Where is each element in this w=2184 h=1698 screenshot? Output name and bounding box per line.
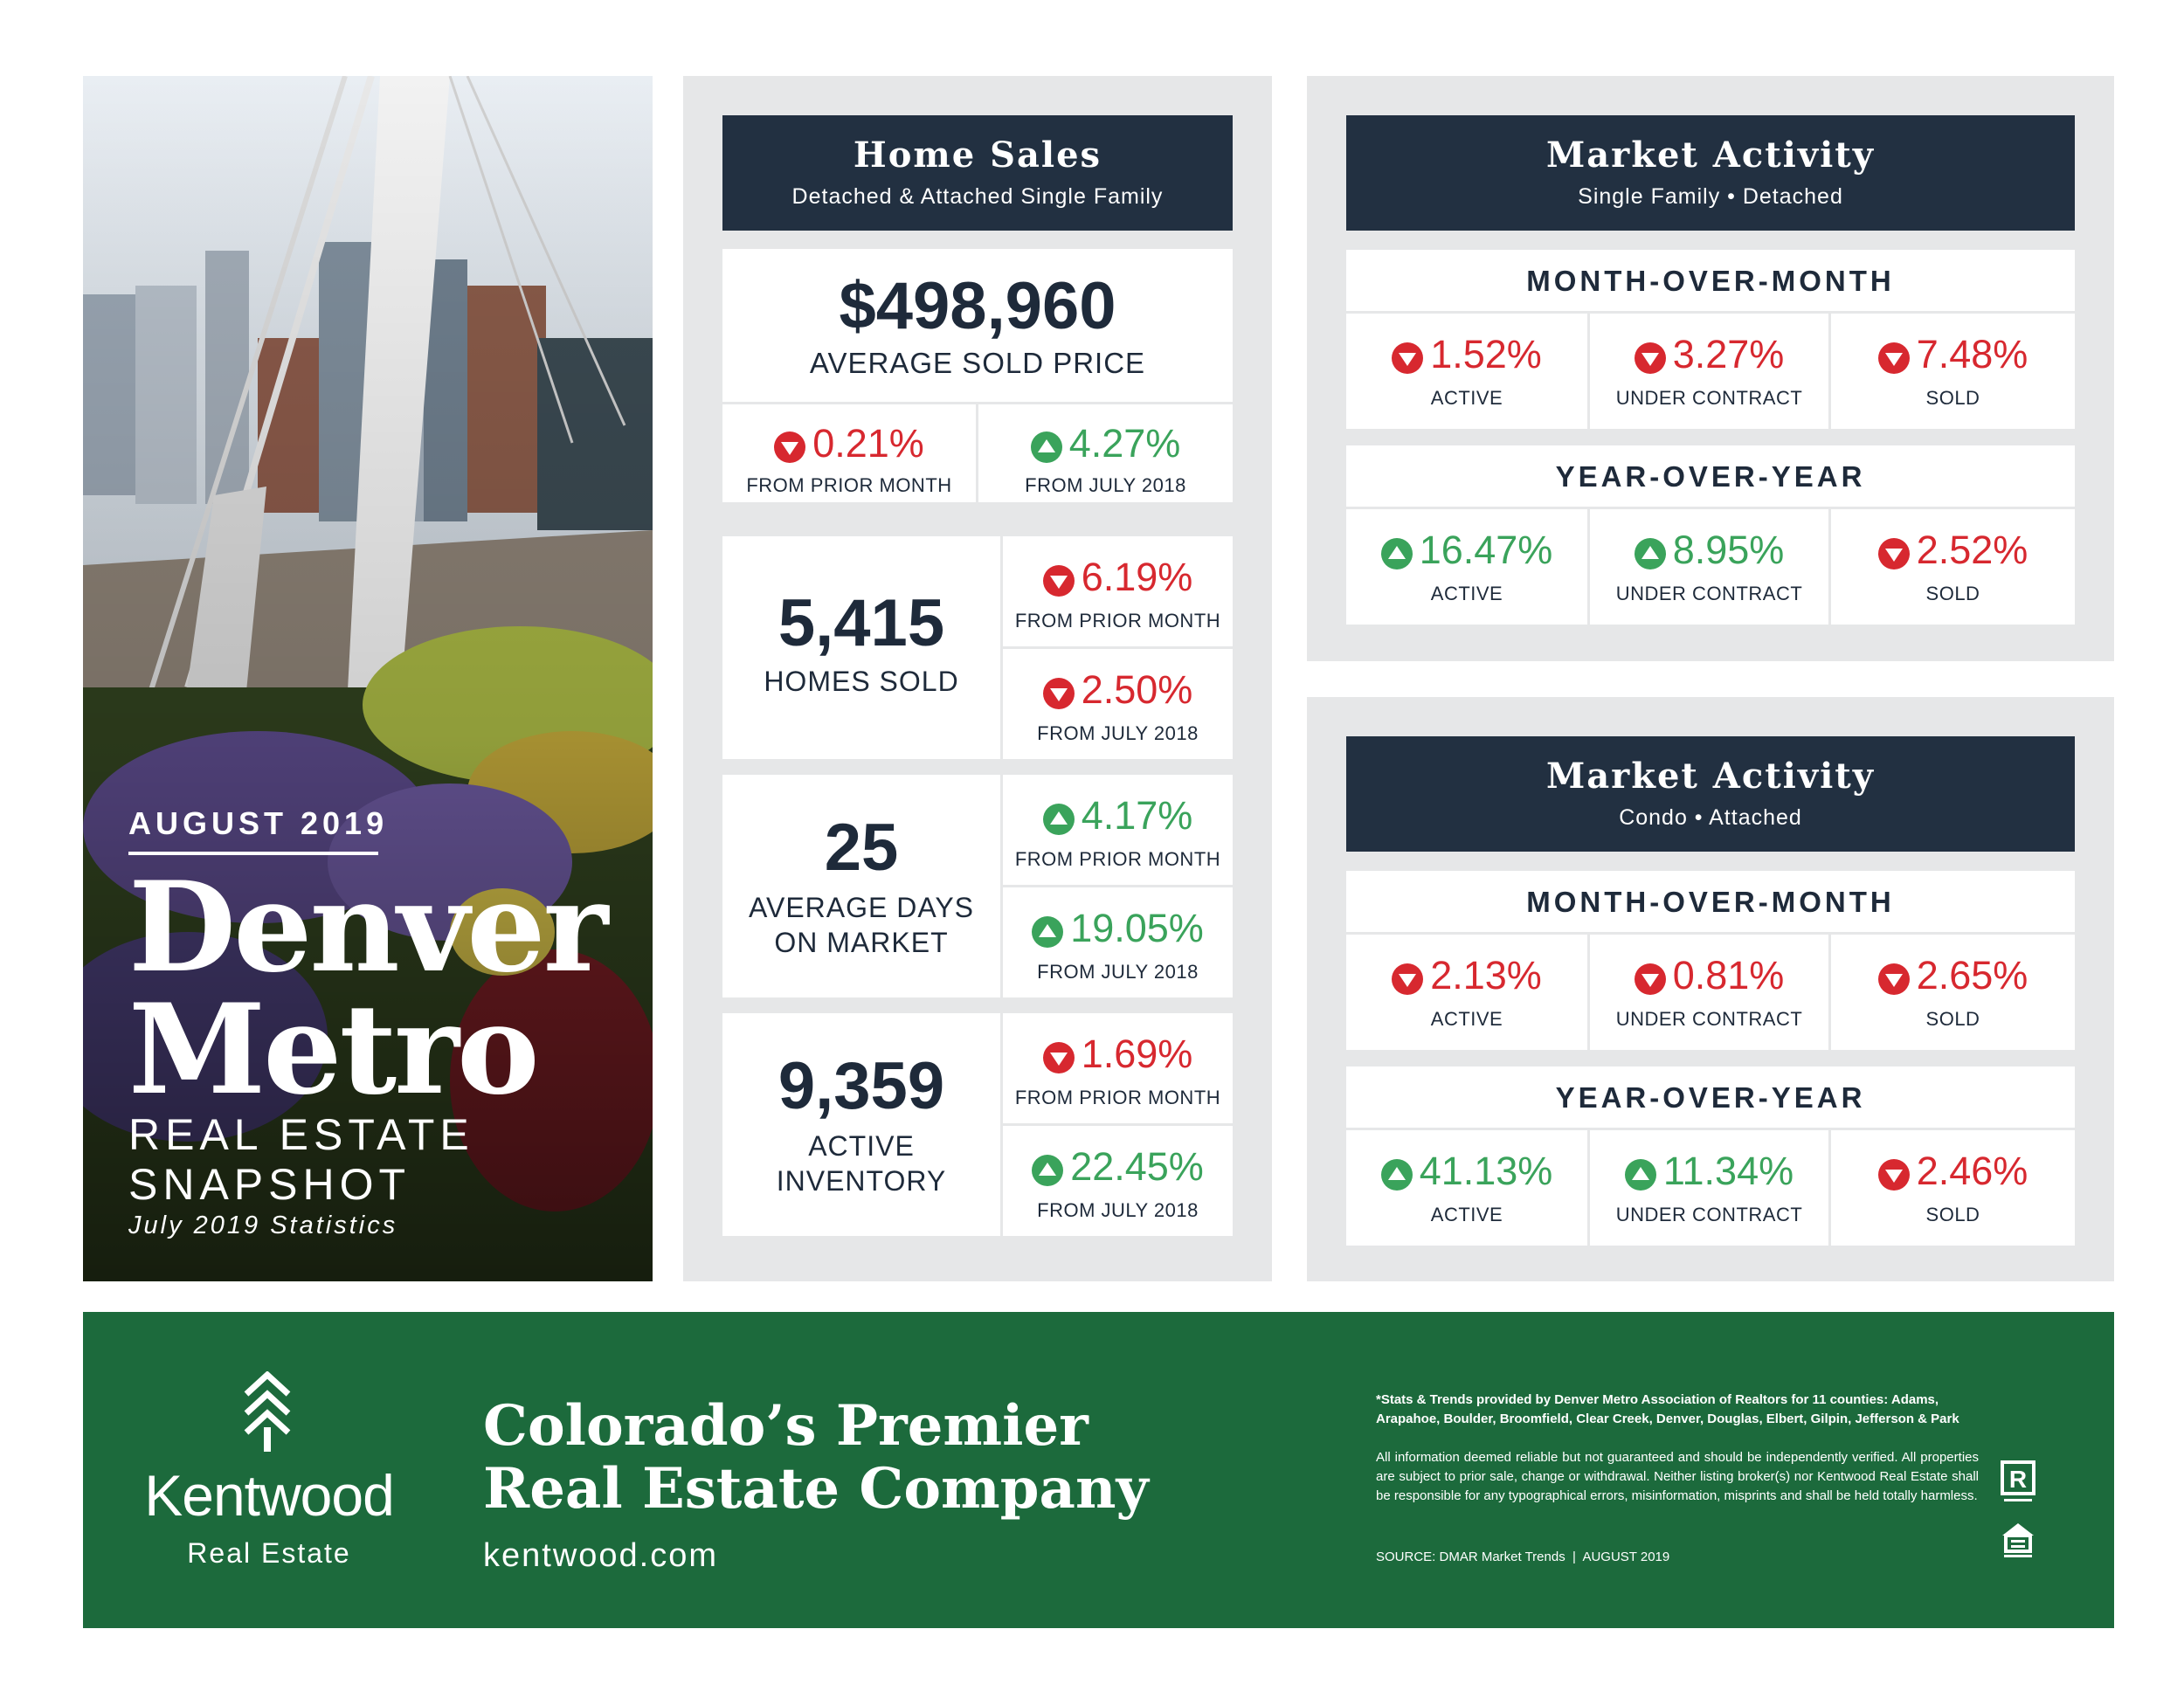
pct-value: 1.52%: [1430, 332, 1542, 376]
avg-price-main: [722, 249, 1233, 402]
detached-yoy-under-contract: [1590, 509, 1828, 625]
arrow-up-icon: [1381, 535, 1413, 566]
market-detached-header: [1346, 115, 2075, 231]
pct-value: 16.47%: [1419, 528, 1553, 572]
pct-value: 3.27%: [1672, 332, 1785, 376]
arrow-up-icon: [1625, 1156, 1656, 1187]
days-prior-month: [1003, 775, 1233, 885]
avg-price-value: $498,960: [839, 269, 1116, 343]
attached-mom-card: [1346, 871, 2075, 1050]
attached-mom-sold: [1831, 935, 2075, 1050]
arrow-down-icon: [1392, 339, 1423, 370]
hero-month: AUGUST 2019: [128, 805, 389, 841]
arrow-down-icon: [1878, 535, 1910, 566]
pct-label: FROM PRIOR MONTH: [1014, 610, 1221, 632]
pct-label: SOLD: [1925, 1204, 1980, 1225]
hero-city-line2: Metro: [128, 977, 537, 1122]
days-on-market-label-line2: ON MARKET: [774, 927, 949, 958]
avg-price-label: AVERAGE SOLD PRICE: [809, 347, 1146, 379]
hero-stats-note: July 2019 Statistics: [128, 1211, 398, 1239]
inventory-prior-month: [1003, 1013, 1233, 1123]
pct-value: 41.13%: [1419, 1149, 1553, 1193]
days-on-market-label-line1: AVERAGE DAYS: [749, 892, 974, 923]
pct-label: FROM PRIOR MONTH: [1014, 1087, 1221, 1108]
avg-price-prior-month: [722, 404, 976, 502]
attached-yoy-card: [1346, 1066, 2075, 1246]
arrow-down-icon: [1392, 960, 1423, 991]
arrow-up-icon: [1032, 1151, 1063, 1183]
market-attached-title: Market Activity: [1545, 756, 1876, 797]
hero-photo-panel: [83, 76, 653, 1281]
arrow-down-icon: [774, 428, 805, 459]
pct-value: 2.46%: [1916, 1149, 2028, 1193]
pct-value: 2.65%: [1916, 953, 2028, 997]
attached-mom-active: [1346, 935, 1587, 1050]
pct-label: UNDER CONTRACT: [1615, 1204, 1803, 1225]
homes-sold-value: 5,415: [778, 586, 945, 660]
pct-label: FROM PRIOR MONTH: [746, 474, 952, 496]
pct-label: ACTIVE: [1430, 583, 1503, 604]
pct-label: FROM JULY 2018: [1037, 961, 1199, 983]
svg-text:R: R: [2008, 1466, 2028, 1493]
detached-yoy-heading: YEAR-OVER-YEAR: [1555, 460, 1866, 493]
days-on-market-card: [722, 775, 1233, 997]
pct-label: ACTIVE: [1430, 387, 1503, 409]
website-link[interactable]: kentwood.com: [483, 1537, 719, 1574]
attached-yoy-under-contract: [1590, 1130, 1828, 1246]
market-detached-panel: [1307, 76, 2114, 661]
detached-mom-card: [1346, 250, 2075, 429]
attached-yoy-sold: [1831, 1130, 2075, 1246]
hero-subtitle-line1: REAL ESTATE: [128, 1110, 474, 1159]
market-attached-header: [1346, 736, 2075, 852]
pct-value: 1.69%: [1081, 1032, 1193, 1076]
pct-value: 11.34%: [1662, 1149, 1794, 1193]
pct-label: SOLD: [1925, 583, 1980, 604]
arrow-down-icon: [1043, 674, 1075, 706]
market-attached-subtitle: Condo • Attached: [1619, 805, 1802, 830]
disclaimer: All information deemed reliable but not guaranteed and should be independently verified. All properties are subject to prior sale, change or withdrawal. Neither listing broker(s) nor Kentwood Real Estate shall be responsible for any typographical errors, misinformation, misprints and shall be held totally harmless.: [1376, 1450, 1979, 1503]
arrow-down-icon: [1878, 1156, 1910, 1187]
detached-mom-heading: MONTH-OVER-MONTH: [1526, 265, 1895, 297]
home-sales-panel: [683, 76, 1272, 1281]
homes-sold-main: [722, 536, 1000, 759]
arrow-up-icon: [1031, 428, 1062, 459]
market-detached-subtitle: Single Family • Detached: [1578, 184, 1843, 209]
kentwood-tree-icon: [243, 1371, 292, 1452]
arrow-down-icon: [1878, 339, 1910, 370]
source-note: SOURCE: DMAR Market Trends | AUGUST 2019: [1376, 1550, 1670, 1564]
avg-price-from-year: [978, 404, 1233, 502]
pct-label: UNDER CONTRACT: [1615, 387, 1803, 409]
pct-value: 4.17%: [1081, 793, 1193, 838]
detached-mom-active: [1346, 314, 1587, 429]
pct-label: ACTIVE: [1430, 1008, 1503, 1030]
arrow-up-icon: [1381, 1156, 1413, 1187]
footer-banner: [83, 1312, 2114, 1628]
market-detached-title: Market Activity: [1545, 135, 1876, 176]
realtor-r-icon: [2001, 1460, 2035, 1506]
homes-sold-prior-month: [1003, 536, 1233, 646]
detached-yoy-card: [1346, 445, 2075, 625]
pct-value: 19.05%: [1070, 906, 1204, 950]
pct-value: 0.21%: [812, 421, 924, 466]
days-on-market-main: [722, 775, 1000, 997]
homes-sold-from-year: [1003, 649, 1233, 759]
homes-sold-card: [722, 536, 1233, 759]
attached-yoy-heading: YEAR-OVER-YEAR: [1555, 1081, 1866, 1114]
pct-label: ACTIVE: [1430, 1204, 1503, 1225]
pct-label: UNDER CONTRACT: [1615, 1008, 1803, 1030]
inventory-value: 9,359: [778, 1049, 945, 1123]
pct-label: FROM PRIOR MONTH: [1014, 848, 1221, 870]
arrow-down-icon: [1043, 562, 1075, 593]
days-from-year: [1003, 887, 1233, 997]
pct-value: 0.81%: [1672, 953, 1785, 997]
tagline-line2: Real Estate Company: [483, 1456, 1149, 1522]
detached-mom-sold: [1831, 314, 2075, 429]
stats-note: *Stats & Trends provided by Denver Metro Association of Realtors for 11 counties: Adams, Arapahoe, Boulder, Broomfield, Clear Creek, Denver, Douglas, Elbert, Gilpin, Jefferson & Park: [1376, 1392, 1959, 1426]
pct-label: FROM JULY 2018: [1025, 474, 1186, 496]
days-on-market-value: 25: [824, 811, 899, 885]
pct-value: 4.27%: [1068, 421, 1181, 466]
home-sales-subtitle: Detached & Attached Single Family: [791, 184, 1164, 209]
inventory-card: [722, 1013, 1233, 1236]
detached-yoy-sold: [1831, 509, 2075, 625]
homes-sold-label: HOMES SOLD: [764, 666, 959, 697]
arrow-down-icon: [1043, 1039, 1075, 1070]
inventory-label-line2: INVENTORY: [776, 1165, 947, 1197]
pct-value: 7.48%: [1916, 332, 2028, 376]
pct-label: FROM JULY 2018: [1037, 722, 1199, 744]
pct-label: UNDER CONTRACT: [1615, 583, 1803, 604]
market-attached-panel: [1307, 697, 2114, 1281]
equal-housing-icon: [2001, 1522, 2035, 1560]
arrow-down-icon: [1635, 960, 1666, 991]
detached-yoy-active: [1346, 509, 1587, 625]
hero-city-line1: Denver: [128, 855, 606, 1000]
pct-label: FROM JULY 2018: [1037, 1199, 1199, 1221]
home-sales-header: [722, 115, 1233, 231]
arrow-down-icon: [1878, 960, 1910, 991]
inventory-label-line1: ACTIVE: [808, 1130, 915, 1162]
inventory-from-year: [1003, 1126, 1233, 1236]
pct-value: 2.52%: [1916, 528, 2028, 572]
pct-value: 2.50%: [1081, 667, 1193, 712]
hero-subtitle-line2: SNAPSHOT: [128, 1160, 411, 1209]
pct-label: SOLD: [1925, 1008, 1980, 1030]
arrow-up-icon: [1043, 800, 1075, 832]
arrow-down-icon: [1635, 339, 1666, 370]
pct-value: 22.45%: [1070, 1144, 1204, 1189]
arrow-up-icon: [1635, 535, 1666, 566]
pct-value: 2.13%: [1430, 953, 1542, 997]
attached-mom-heading: MONTH-OVER-MONTH: [1526, 886, 1895, 918]
home-sales-title: Home Sales: [853, 135, 1102, 176]
arrow-up-icon: [1032, 913, 1063, 944]
avg-price-card: [722, 249, 1233, 502]
inventory-main: [722, 1013, 1000, 1236]
attached-mom-under-contract: [1590, 935, 1828, 1050]
brand-name: Kentwood: [144, 1463, 394, 1528]
attached-yoy-active: [1346, 1130, 1587, 1246]
pct-label: SOLD: [1925, 387, 1980, 409]
pct-value: 6.19%: [1081, 555, 1193, 599]
detached-mom-under-contract: [1590, 314, 1828, 429]
brand-sub: Real Estate: [187, 1537, 351, 1569]
tagline-line1: Colorado’s Premier: [483, 1393, 1089, 1459]
pct-value: 8.95%: [1672, 528, 1785, 572]
